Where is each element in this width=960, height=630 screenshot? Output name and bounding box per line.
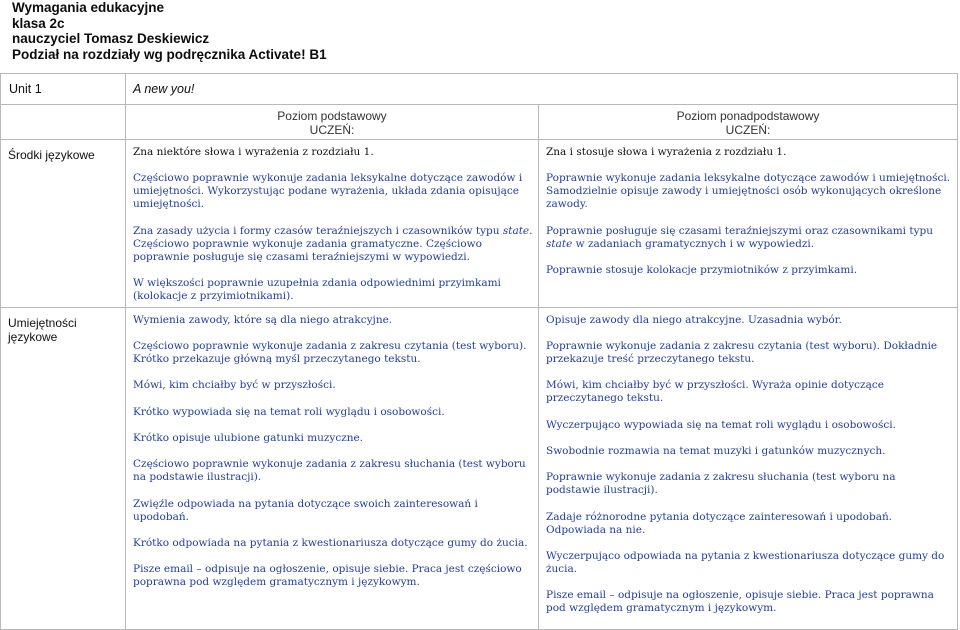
advanced-student-label: UCZEŃ: [725, 123, 771, 137]
umiejetnosci-basic-item: Krótko opisuje ulubione gatunki muzyczne. [133, 432, 364, 445]
srodki-label-cell [1, 140, 126, 308]
umiejetnosci-label-cell [1, 307, 126, 629]
umiejetnosci-basic-item: Pisze email – odpisuje na ogłoszenie, opisuje siebie. Praca jest częściowo poprawna pod względem gramatycznym i językowym. [133, 563, 522, 589]
srodki-basic-item: Zna niektóre słowa i wyrażenia z rozdziału 1. [133, 146, 374, 158]
umiejetnosci-basic-item: Częściowo poprawnie wykonuje zadania z zakresu czytania (test wyboru). Krótko przekazuje główną myśl przeczytanego tekstu. [133, 340, 527, 366]
umiejetnosci-advanced-item: Mówi, kim chciałby być w przyszłości. Wyraża opinie dotyczące przeczytanego tekstu. [546, 379, 884, 405]
umiejetnosci-basic-item: Wymienia zawody, które są dla niego atrakcyjne. [133, 313, 393, 326]
srodki-basic-item-text: Zna zasady użycia i formy czasów teraźniejszych i czasowników typu [133, 224, 503, 237]
srodki-advanced-item-italic: state [546, 237, 573, 250]
srodki-basic-item-italic: state [502, 224, 530, 237]
header-class: klasa 2c [12, 15, 65, 31]
srodki-advanced-item: Poprawnie stosuje kolokacje przymiotników z przyimkami. [546, 263, 858, 276]
srodki-advanced-item: Poprawnie wykonuje zadania leksykalne dotyczące zawodów i umiejętności. Samodzielnie opisuje zawody i umiejętności osób wykonujących określone zawody. [546, 172, 951, 211]
umiejetnosci-advanced-item: Poprawnie wykonuje zadania z zakresu słuchania (test wyboru na podstawie ilustracji). [546, 471, 896, 497]
umiejetnosci-advanced-item: Wyczerpująco odpowiada na pytania z kwestionariusza dotyczące gumy do żucia. [546, 549, 945, 575]
srodki-row [1, 140, 958, 308]
umiejetnosci-advanced-item: Pisze email – odpisuje na ogłoszenie, opisuje siebie. Praca jest poprawna pod względem gramatycznym i językowym. [546, 589, 934, 615]
srodki-advanced-item [546, 225, 953, 251]
srodki-advanced-item-text: Poprawnie posługuje się czasami teraźniejszymi oraz czasownikami typu [546, 224, 933, 237]
unit-label: Unit 1 [9, 82, 42, 96]
umiejetnosci-basic-item: Krótko odpowiada na pytania z kwestionariusza dotyczące gumy do żucia. [133, 536, 528, 549]
unit-row [1, 74, 958, 105]
header-teacher: nauczyciel Tomasz Deskiewicz [12, 31, 210, 46]
srodki-basic-cell [126, 140, 539, 308]
umiejetnosci-advanced-item: Swobodnie rozmawia na temat muzyki i gatunków muzycznych. [546, 445, 886, 458]
unit-title-cell [126, 74, 958, 105]
level-row [1, 105, 958, 140]
umiejetnosci-advanced-item: Zadaje różnorodne pytania dotyczące zainteresowań i upodobań. Odpowiada na nie. [546, 510, 893, 536]
umiejetnosci-label: Umiejętności językowe [8, 315, 77, 344]
umiejetnosci-basic-item: Mówi, kim chciałby być w przyszłości. [133, 379, 336, 392]
umiejetnosci-advanced-item: Opisuje zawody dla niego atrakcyjne. Uzasadnia wybór. [546, 313, 842, 326]
level-empty-cell [1, 105, 126, 140]
srodki-basic-item: W większości poprawnie uzupełnia zdania odpowiednimi przyimkami (kolokacje z przyimiotnikami). [133, 276, 501, 302]
srodki-basic-item [133, 225, 534, 264]
umiejetnosci-advanced-item: Wyczerpująco wypowiada się na temat roli wyglądu i osobowości. [546, 418, 896, 431]
document-header [12, 0, 327, 62]
basic-level-cell [126, 105, 539, 140]
srodki-advanced-cell [539, 140, 958, 308]
unit-title: A new you! [133, 82, 195, 96]
umiejetnosci-advanced-cell [539, 307, 958, 629]
header-title: Wymagania edukacyjne [12, 0, 165, 15]
umiejetnosci-basic-item: Krótko wypowiada się na temat roli wyglądu i osobowości. [133, 405, 445, 418]
srodki-advanced-item: Zna i stosuje słowa i wyrażenia z rozdziału 1. [546, 146, 787, 158]
unit-label-cell [1, 74, 126, 105]
srodki-basic-item-text: . Częściowo poprawnie wykonuje zadania gramatyczne. Częściowo poprawnie posługuje się czasami teraźniejszymi w wypowiedzi. [133, 224, 533, 263]
umiejetnosci-basic-item: Częściowo poprawnie wykonuje zadania z zakresu słuchania (test wyboru na podstawie ilustracji). [133, 458, 526, 484]
umiejetnosci-row [1, 307, 958, 629]
requirements-table [0, 73, 958, 630]
srodki-basic-item: Częściowo poprawnie wykonuje zadania leksykalne dotyczące zawodów i umiejętności. Wykorzystując podane wyrażenia, układa zdania opisujące umiejętności. [133, 172, 523, 211]
umiejetnosci-advanced-item: Poprawnie wykonuje zadania z zakresu czytania (test wyboru). Dokładnie przekazuje treść przeczytanego tekstu. [546, 340, 938, 366]
srodki-advanced-item-text: w zadaniach gramatycznych i w wypowiedzi. [572, 237, 815, 250]
srodki-label: Środki językowe [8, 148, 95, 162]
basic-student-label: UCZEŃ: [309, 123, 355, 137]
umiejetnosci-basic-item: Zwięźle odpowiada na pytania dotyczące swoich zainteresowań i upodobań. [133, 497, 478, 523]
umiejetnosci-basic-cell [126, 307, 539, 629]
advanced-level-cell [539, 105, 958, 140]
advanced-level-heading: Poziom ponadpodstawowy [676, 109, 820, 123]
header-textbook: Podział na rozdziały wg podręcznika Activate! B1 [12, 46, 327, 62]
basic-level-heading: Poziom podstawowy [277, 109, 387, 123]
